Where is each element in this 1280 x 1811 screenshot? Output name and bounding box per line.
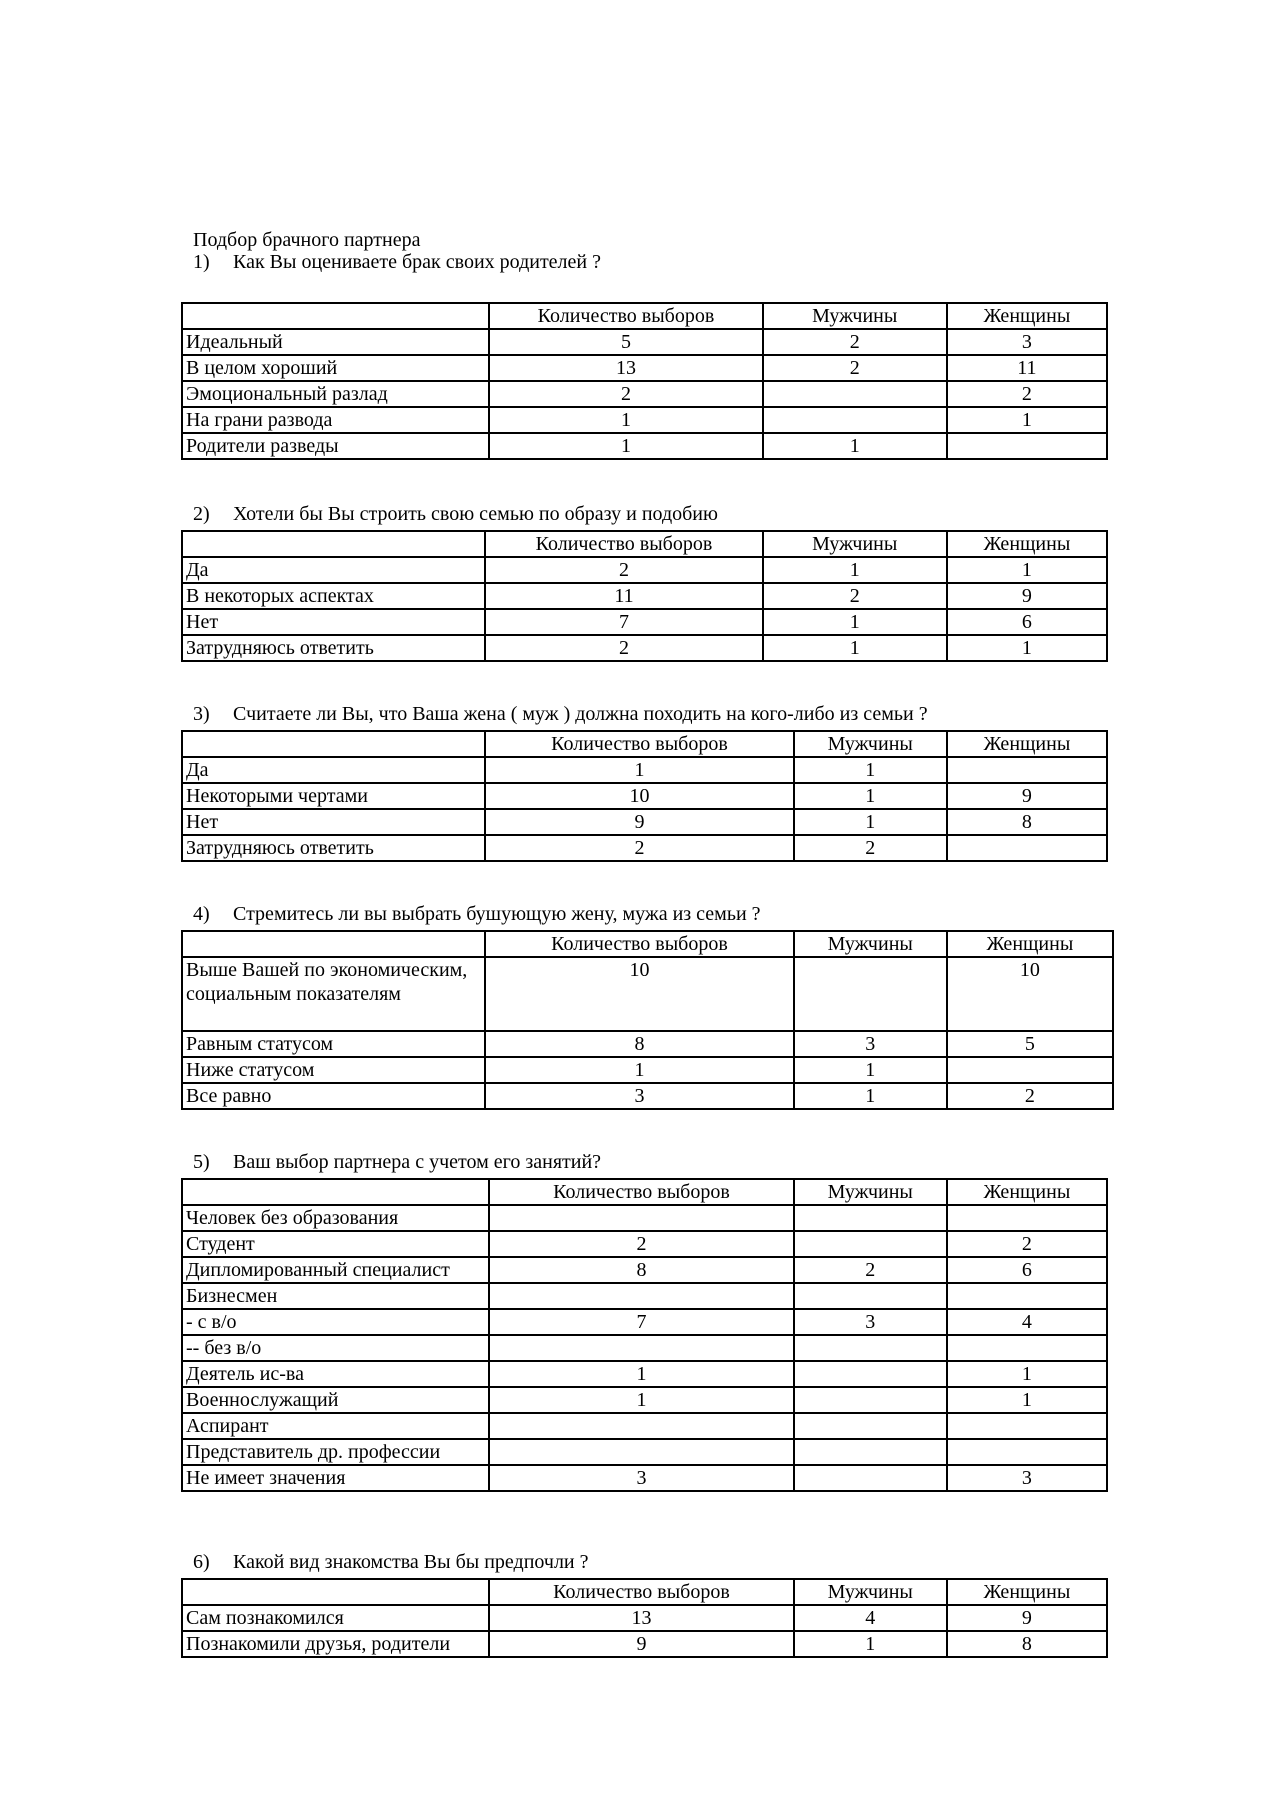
- cell-women: 6: [947, 1257, 1107, 1283]
- cell-men: 1: [794, 783, 947, 809]
- table-row: [182, 1283, 1107, 1309]
- row-label: Эмоциональный разлад: [182, 381, 489, 407]
- question-text: Считаете ли Вы, что Ваша жена ( муж ) должна походить на кого-либо из семьи ?: [233, 703, 928, 725]
- question-3: [193, 702, 928, 726]
- table-row: [182, 381, 1107, 407]
- row-label: Да: [182, 757, 485, 783]
- row-label: - с в/о: [182, 1309, 489, 1335]
- cell-men: 2: [794, 1257, 947, 1283]
- question-number: 3): [193, 703, 210, 725]
- cell-total: 2: [489, 1231, 793, 1257]
- row-label: Представитель др. профессии: [182, 1439, 489, 1465]
- header-cell: Количество выборов: [485, 531, 762, 557]
- cell-total: 1: [485, 1057, 793, 1083]
- question-6: [193, 1550, 589, 1574]
- cell-men: [794, 1231, 947, 1257]
- row-label: Ниже статусом: [182, 1057, 485, 1083]
- cell-men: 1: [794, 1631, 947, 1657]
- cell-men: [794, 1413, 947, 1439]
- table-row: [182, 809, 1107, 835]
- header-cell: [182, 531, 485, 557]
- cell-total: [489, 1335, 793, 1361]
- row-label: Все равно: [182, 1083, 485, 1109]
- row-label: На грани развода: [182, 407, 489, 433]
- table-row: [182, 609, 1107, 635]
- cell-men: 1: [763, 557, 947, 583]
- cell-women: [947, 757, 1107, 783]
- cell-women: 9: [947, 1605, 1107, 1631]
- cell-total: 1: [485, 757, 793, 783]
- question-number: 1): [193, 251, 210, 273]
- row-label: Сам познакомился: [182, 1605, 489, 1631]
- cell-women: 5: [947, 1031, 1113, 1057]
- cell-men: 2: [763, 355, 947, 381]
- table-row: [182, 1231, 1107, 1257]
- table-row: [182, 433, 1107, 459]
- header-cell: Мужчины: [794, 731, 947, 757]
- table-parents-marriage: [181, 302, 1108, 460]
- cell-total: 8: [485, 1031, 793, 1057]
- cell-men: 1: [763, 635, 947, 661]
- cell-women: [947, 1057, 1113, 1083]
- cell-men: 4: [794, 1605, 947, 1631]
- table-partner-status: [181, 930, 1114, 1110]
- table-row: [182, 1361, 1107, 1387]
- question-text: Стремитесь ли вы выбрать бушующую жену, мужа из семьи ?: [233, 903, 761, 925]
- question-number: 5): [193, 1151, 210, 1173]
- row-label: Нет: [182, 609, 485, 635]
- header-cell: [182, 1179, 489, 1205]
- cell-women: 2: [947, 381, 1107, 407]
- cell-total: 13: [489, 355, 762, 381]
- header-cell: [182, 303, 489, 329]
- row-label: Человек без образования: [182, 1205, 489, 1231]
- cell-women: 3: [947, 1465, 1107, 1491]
- cell-total: 8: [489, 1257, 793, 1283]
- header-cell: Женщины: [947, 303, 1107, 329]
- header-cell: Женщины: [947, 731, 1107, 757]
- row-label: В некоторых аспектах: [182, 583, 485, 609]
- cell-men: [763, 381, 947, 407]
- cell-men: 3: [794, 1031, 947, 1057]
- table-row: [182, 1309, 1107, 1335]
- cell-total: [489, 1283, 793, 1309]
- table-header-row: [182, 531, 1107, 557]
- cell-women: [947, 1439, 1107, 1465]
- table-header-row: [182, 731, 1107, 757]
- question-text: Ваш выбор партнера с учетом его занятий?: [233, 1151, 602, 1173]
- row-label: Аспирант: [182, 1413, 489, 1439]
- cell-men: 1: [794, 757, 947, 783]
- cell-women: [947, 1413, 1107, 1439]
- cell-men: [794, 1439, 947, 1465]
- table-row: [182, 1387, 1107, 1413]
- cell-men: 1: [763, 433, 947, 459]
- row-label: Идеальный: [182, 329, 489, 355]
- cell-men: 1: [794, 809, 947, 835]
- cell-total: 13: [489, 1605, 793, 1631]
- cell-total: 7: [485, 609, 762, 635]
- cell-total: 10: [485, 957, 793, 1031]
- cell-women: 11: [947, 355, 1107, 381]
- cell-total: 2: [485, 635, 762, 661]
- table-row: [182, 1083, 1113, 1109]
- table-header-row: [182, 931, 1113, 957]
- cell-women: 8: [947, 1631, 1107, 1657]
- table-row: [182, 583, 1107, 609]
- cell-women: 1: [947, 407, 1107, 433]
- row-label: Познакомили друзья, родители: [182, 1631, 489, 1657]
- cell-men: [763, 407, 947, 433]
- table-acquaintance-type: [181, 1578, 1108, 1658]
- cell-women: 1: [947, 557, 1107, 583]
- header-cell: Количество выборов: [489, 303, 762, 329]
- row-label: Бизнесмен: [182, 1283, 489, 1309]
- table-header-row: [182, 1579, 1107, 1605]
- question-number: 2): [193, 503, 210, 525]
- cell-women: 1: [947, 1361, 1107, 1387]
- table-row: [182, 1631, 1107, 1657]
- table-row: [182, 1439, 1107, 1465]
- question-2: [193, 502, 718, 526]
- row-label: Некоторыми чертами: [182, 783, 485, 809]
- cell-total: 11: [485, 583, 762, 609]
- table-resemblance: [181, 730, 1108, 862]
- cell-total: 10: [485, 783, 793, 809]
- row-label: В целом хороший: [182, 355, 489, 381]
- cell-men: 1: [794, 1057, 947, 1083]
- row-label: Студент: [182, 1231, 489, 1257]
- question-1: [193, 250, 601, 274]
- header-cell: Мужчины: [794, 1579, 947, 1605]
- cell-women: 3: [947, 329, 1107, 355]
- question-text: Как Вы оцениваете брак своих родителей ?: [233, 251, 601, 273]
- cell-total: [489, 1413, 793, 1439]
- cell-total: 2: [485, 835, 793, 861]
- cell-men: 1: [763, 609, 947, 635]
- cell-men: 1: [794, 1083, 947, 1109]
- cell-total: 1: [489, 1361, 793, 1387]
- cell-total: 1: [489, 433, 762, 459]
- question-4: [193, 902, 761, 926]
- header-cell: Мужчины: [763, 303, 947, 329]
- header-cell: Мужчины: [763, 531, 947, 557]
- row-label: -- без в/о: [182, 1335, 489, 1361]
- row-label: Равным статусом: [182, 1031, 485, 1057]
- row-label: Не имеет значения: [182, 1465, 489, 1491]
- table-row: [182, 1465, 1107, 1491]
- table-header-row: [182, 303, 1107, 329]
- cell-men: 2: [794, 835, 947, 861]
- cell-women: 9: [947, 583, 1107, 609]
- cell-women: 2: [947, 1231, 1107, 1257]
- cell-women: 2: [947, 1083, 1113, 1109]
- question-5: [193, 1150, 601, 1174]
- cell-women: 6: [947, 609, 1107, 635]
- document-title: Подбор брачного партнера: [193, 229, 421, 251]
- cell-women: 1: [947, 635, 1107, 661]
- cell-total: 1: [489, 1387, 793, 1413]
- table-family-model: [181, 530, 1108, 662]
- row-label: Военнослужащий: [182, 1387, 489, 1413]
- row-label: Затрудняюсь ответить: [182, 835, 485, 861]
- cell-total: 9: [485, 809, 793, 835]
- table-row: [182, 783, 1107, 809]
- table-row: [182, 1205, 1107, 1231]
- cell-women: [947, 835, 1107, 861]
- cell-men: [794, 1465, 947, 1491]
- cell-total: 1: [489, 407, 762, 433]
- row-label: Дипломированный специалист: [182, 1257, 489, 1283]
- table-row: [182, 557, 1107, 583]
- table-row: [182, 757, 1107, 783]
- header-cell: Женщины: [947, 931, 1113, 957]
- cell-total: 7: [489, 1309, 793, 1335]
- table-row: [182, 1605, 1107, 1631]
- row-label: Да: [182, 557, 485, 583]
- header-cell: Количество выборов: [485, 731, 793, 757]
- header-cell: Количество выборов: [489, 1579, 793, 1605]
- header-cell: Мужчины: [794, 1179, 947, 1205]
- table-header-row: [182, 1179, 1107, 1205]
- question-number: 4): [193, 903, 210, 925]
- table-row: [182, 355, 1107, 381]
- header-cell: Мужчины: [794, 931, 947, 957]
- header-cell: Женщины: [947, 1179, 1107, 1205]
- cell-men: [794, 1361, 947, 1387]
- question-text: Какой вид знакомства Вы бы предпочли ?: [233, 1551, 589, 1573]
- header-cell: [182, 931, 485, 957]
- header-cell: Количество выборов: [485, 931, 793, 957]
- cell-men: 2: [763, 329, 947, 355]
- cell-women: 9: [947, 783, 1107, 809]
- cell-women: [947, 1335, 1107, 1361]
- cell-men: [794, 1387, 947, 1413]
- table-row: [182, 1335, 1107, 1361]
- table-row: [182, 1057, 1113, 1083]
- cell-total: [489, 1439, 793, 1465]
- cell-total: 3: [489, 1465, 793, 1491]
- table-row: [182, 1257, 1107, 1283]
- row-label: Выше Вашей по экономическим, социальным показателям: [182, 957, 485, 1031]
- table-row: [182, 329, 1107, 355]
- header-cell: [182, 1579, 489, 1605]
- cell-total: 2: [489, 381, 762, 407]
- cell-total: 9: [489, 1631, 793, 1657]
- cell-men: [794, 1335, 947, 1361]
- cell-men: [794, 1283, 947, 1309]
- cell-total: 5: [489, 329, 762, 355]
- cell-men: [794, 957, 947, 1031]
- table-row: [182, 1413, 1107, 1439]
- question-number: 6): [193, 1551, 210, 1573]
- question-text: Хотели бы Вы строить свою семью по образу и подобию: [233, 503, 718, 525]
- cell-women: 4: [947, 1309, 1107, 1335]
- table-row: [182, 957, 1113, 1031]
- row-label: Затрудняюсь ответить: [182, 635, 485, 661]
- cell-women: [947, 1205, 1107, 1231]
- cell-women: [947, 433, 1107, 459]
- cell-men: [794, 1205, 947, 1231]
- header-cell: Количество выборов: [489, 1179, 793, 1205]
- cell-men: 3: [794, 1309, 947, 1335]
- table-row: [182, 635, 1107, 661]
- cell-total: 3: [485, 1083, 793, 1109]
- row-label: Родители разведы: [182, 433, 489, 459]
- table-row: [182, 1031, 1113, 1057]
- cell-women: [947, 1283, 1107, 1309]
- header-cell: [182, 731, 485, 757]
- header-cell: Женщины: [947, 531, 1107, 557]
- table-row: [182, 835, 1107, 861]
- cell-total: 2: [485, 557, 762, 583]
- cell-men: 2: [763, 583, 947, 609]
- table-row: [182, 407, 1107, 433]
- row-label: Нет: [182, 809, 485, 835]
- header-cell: Женщины: [947, 1579, 1107, 1605]
- cell-women: 8: [947, 809, 1107, 835]
- table-partner-occupation: [181, 1178, 1108, 1492]
- cell-women: 10: [947, 957, 1113, 1031]
- row-label: Деятель ис-ва: [182, 1361, 489, 1387]
- cell-total: [489, 1205, 793, 1231]
- cell-women: 1: [947, 1387, 1107, 1413]
